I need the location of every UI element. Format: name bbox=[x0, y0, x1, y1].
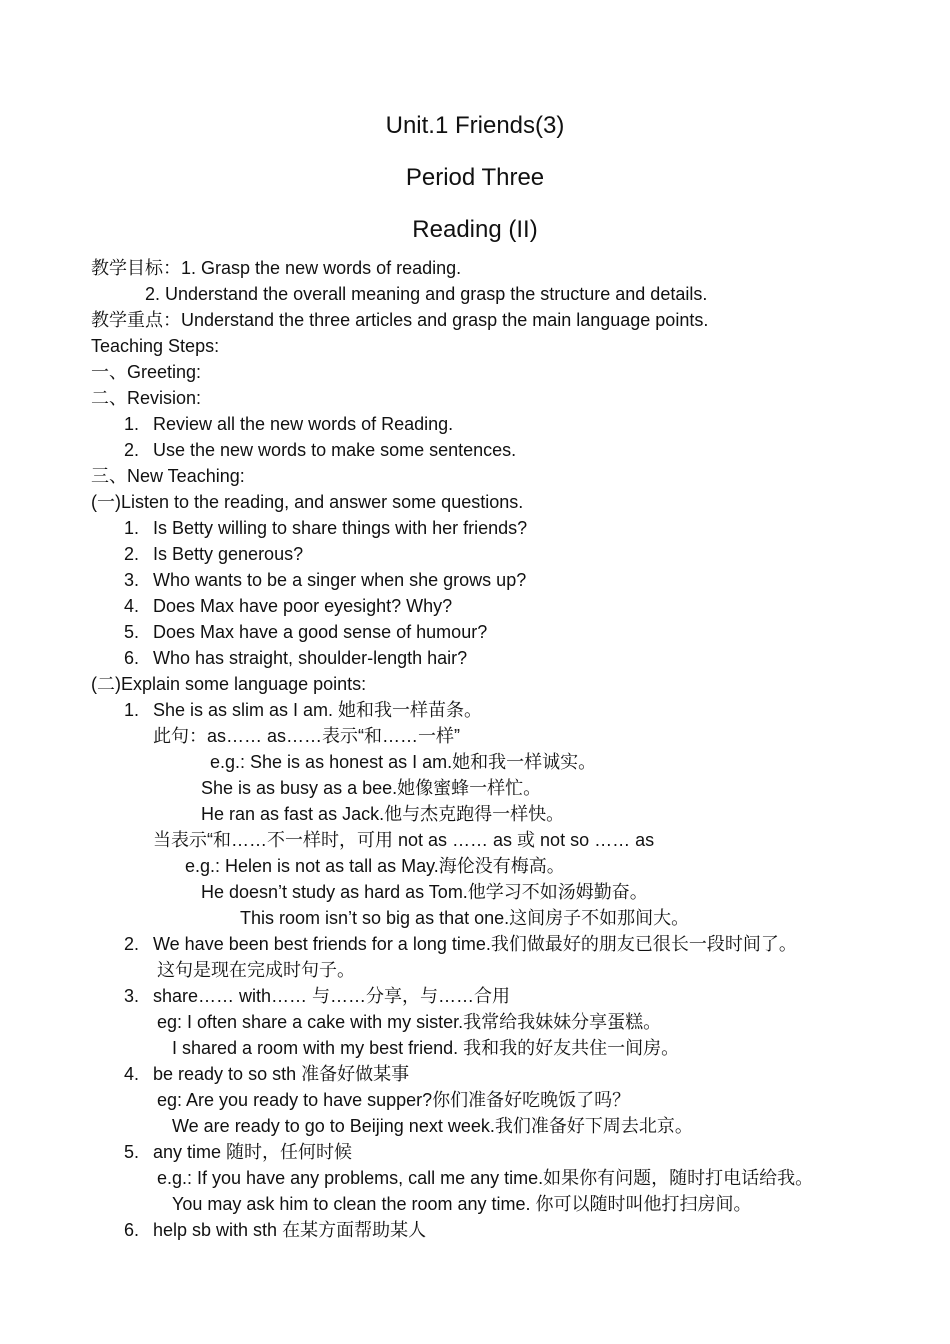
question-number: 1. bbox=[124, 518, 140, 538]
part-one-heading: (一)Listen to the reading, and answer some questions. bbox=[91, 492, 524, 512]
part-two-heading: (二)Explain some language points: bbox=[91, 674, 367, 694]
question-number: 4. bbox=[124, 596, 140, 616]
question-item: Who has straight, shoulder-length hair? bbox=[153, 648, 468, 668]
point-number: 2. bbox=[124, 934, 140, 954]
revision-item-number: 2. bbox=[124, 440, 140, 460]
example-sentence: e.g.: Helen is not as tall as May.海伦没有梅高。 bbox=[185, 856, 565, 876]
point-note: 此句：as…… as……表示“和……一样” bbox=[153, 726, 461, 746]
question-number: 2. bbox=[124, 544, 140, 564]
point-number: 6. bbox=[124, 1220, 140, 1240]
language-point: share…… with…… 与……分享，与……合用 bbox=[153, 986, 511, 1006]
step-new-teaching-heading: 三、New Teaching: bbox=[91, 466, 245, 486]
period-title: Period Three bbox=[405, 164, 545, 191]
example-sentence: eg: Are you ready to have supper?你们准备好吃晚饭了吗？ bbox=[157, 1090, 631, 1110]
example-sentence: We are ready to go to Beijing next week.我们准备好下周去北京。 bbox=[172, 1116, 693, 1136]
point-note: 这句是现在完成时句子。 bbox=[157, 960, 355, 980]
point-number: 5. bbox=[124, 1142, 140, 1162]
objective-line-1: 教学目标：1. Grasp the new words of reading. bbox=[91, 258, 462, 278]
point-number: 4. bbox=[124, 1064, 140, 1084]
language-point: help sb with sth 在某方面帮助某人 bbox=[153, 1220, 427, 1240]
point-number: 3. bbox=[124, 986, 140, 1006]
example-sentence: e.g.: She is as honest as I am.她和我一样诚实。 bbox=[210, 752, 597, 772]
language-point: She is as slim as I am. 她和我一样苗条。 bbox=[153, 700, 483, 720]
example-sentence: You may ask him to clean the room any time. 你可以随时叫他打扫房间。 bbox=[172, 1194, 752, 1214]
step-revision-heading: 二、Revision: bbox=[91, 388, 202, 408]
key-points-line: 教学重点：Understand the three articles and grasp the main language points. bbox=[91, 310, 709, 330]
teaching-steps-heading: Teaching Steps: bbox=[91, 336, 220, 356]
question-item: Does Max have a good sense of humour? bbox=[153, 622, 488, 642]
revision-item-number: 1. bbox=[124, 414, 140, 434]
document-title: Unit.1 Friends(3) bbox=[385, 112, 565, 139]
revision-item: Use the new words to make some sentences. bbox=[153, 440, 517, 460]
objective-line-2: 2. Understand the overall meaning and grasp the structure and details. bbox=[145, 284, 708, 304]
question-item: Is Betty willing to share things with her friends? bbox=[153, 518, 528, 538]
example-sentence: eg: I often share a cake with my sister.我常给我妹妹分享蛋糕。 bbox=[157, 1012, 662, 1032]
language-point: any time 随时，任何时候 bbox=[153, 1142, 353, 1162]
question-item: Does Max have poor eyesight? Why? bbox=[153, 596, 453, 616]
point-number: 1. bbox=[124, 700, 140, 720]
question-number: 3. bbox=[124, 570, 140, 590]
revision-item: Review all the new words of Reading. bbox=[153, 414, 454, 434]
lesson-title: Reading (II) bbox=[412, 216, 538, 243]
question-number: 5. bbox=[124, 622, 140, 642]
question-number: 6. bbox=[124, 648, 140, 668]
example-sentence: I shared a room with my best friend. 我和我的好友共住一间房。 bbox=[172, 1038, 680, 1058]
example-sentence: He doesn’t study as hard as Tom.他学习不如汤姆勤奋。 bbox=[201, 882, 648, 902]
language-point: We have been best friends for a long time.我们做最好的朋友已很长一段时间了。 bbox=[153, 934, 797, 954]
example-sentence: She is as busy as a bee.她像蜜蜂一样忙。 bbox=[201, 778, 542, 798]
point-note: 当表示“和……不一样时，可用 not as …… as 或 not so …… as bbox=[153, 830, 655, 850]
language-point: be ready to so sth 准备好做某事 bbox=[153, 1064, 410, 1084]
example-sentence: This room isn’t so big as that one.这间房子不如那间大。 bbox=[240, 908, 690, 928]
question-item: Who wants to be a singer when she grows up? bbox=[153, 570, 527, 590]
step-greeting: 一、Greeting: bbox=[91, 362, 202, 382]
example-sentence: He ran as fast as Jack.他与杰克跑得一样快。 bbox=[201, 804, 565, 824]
question-item: Is Betty generous? bbox=[153, 544, 304, 564]
example-sentence: e.g.: If you have any problems, call me any time.如果你有问题，随时打电话给我。 bbox=[157, 1168, 814, 1188]
